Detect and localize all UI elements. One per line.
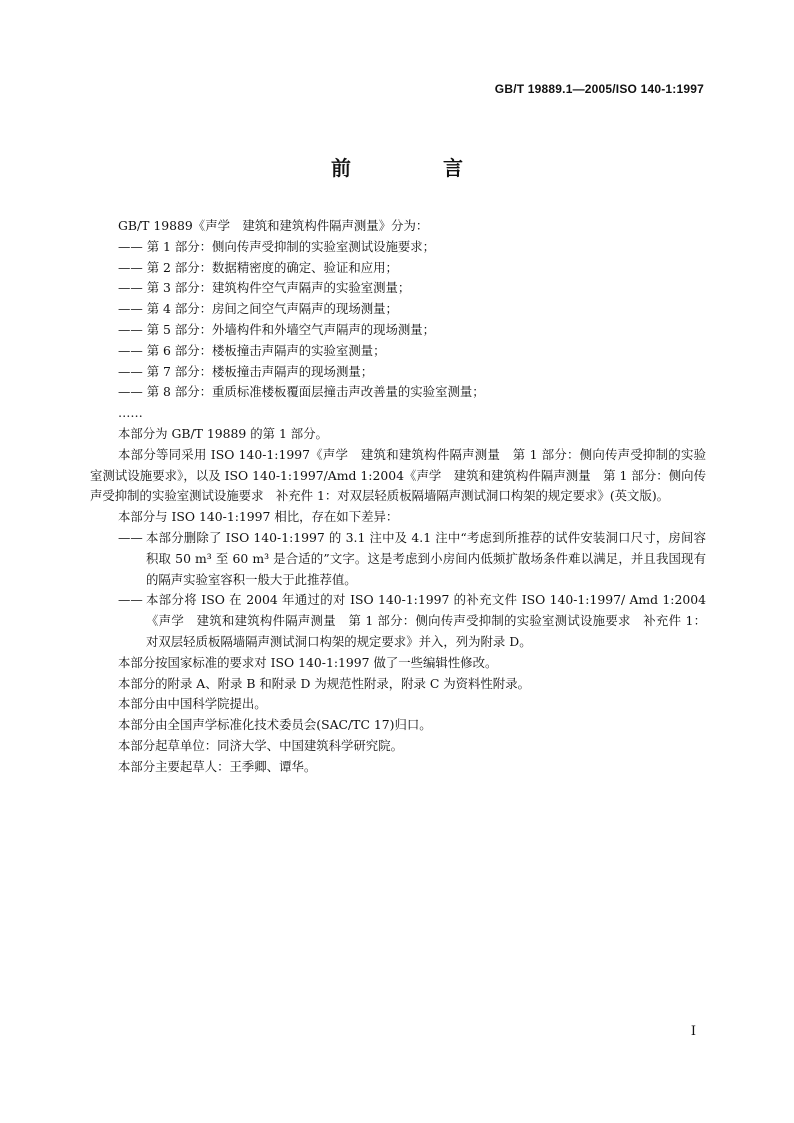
part-list-item: —— 第 2 部分：数据精密度的确定、验证和应用； [118, 259, 398, 275]
dash-marker: —— [118, 592, 143, 608]
part-list-item: —— 第 3 部分：建筑构件空气声隔声的实验室测量； [118, 280, 411, 296]
paragraph-committee: 本部分由全国声学标准化技术委员会(SAC/TC 17)归口。 [118, 717, 432, 733]
part-list-item: —— 第 7 部分：楼板撞击声隔声的现场测量； [118, 363, 374, 379]
document-body [90, 216, 706, 778]
part-list-item: —— 第 1 部分：侧向传声受抑制的实验室测试设施要求； [118, 238, 436, 254]
page-number: I [690, 1024, 696, 1039]
paragraph-drafting-units: 本部分起草单位：同济大学、中国建筑科学研究院。 [118, 737, 403, 753]
paragraph-annexes: 本部分的附录 A、附录 B 和附录 D 为规范性附录，附录 C 为资料性附录。 [118, 675, 530, 691]
part-list-item: —— 第 6 部分：楼板撞击声隔声的实验室测量； [118, 342, 386, 358]
page-title: 前 言 [331, 156, 499, 180]
paragraph-editorial: 本部分按国家标准的要求对 ISO 140-1:1997 做了一些编辑性修改。 [118, 654, 498, 670]
ellipsis: …… [118, 405, 143, 421]
paragraph-proposer: 本部分由中国科学院提出。 [118, 696, 267, 712]
part-list-item: —— 第 8 部分：重质标准楼板覆面层撞击声改善量的实验室测量； [118, 384, 485, 400]
difference-item [90, 590, 706, 652]
paragraph-differences-intro: 本部分与 ISO 140-1:1997 相比，存在如下差异： [118, 509, 399, 525]
difference-text: 本部分将 ISO 在 2004 年通过的对 ISO 140-1:1997 的补充文件 ISO 140-1:1997/ Amd 1:2004《声学 建筑和建筑构件隔声测量 第 1 部分：侧向传声受抑制的实验室测试设施要求 补充件 1：对双层轻质板隔墙隔声测试洞口构架的规定要求》并入，列为附录 D。 [146, 592, 706, 649]
intro-line: GB/T 19889《声学 建筑和建筑构件隔声测量》分为： [118, 218, 429, 233]
standard-code: GB/T 19889.1—2005/ISO 140-1:1997 [494, 82, 704, 96]
part-list-item: —— 第 4 部分：房间之间空气声隔声的现场测量； [118, 301, 398, 317]
paragraph-drafters: 本部分主要起草人：王季卿、谭华。 [118, 758, 317, 774]
paragraph-part-number: 本部分为 GB/T 19889 的第 1 部分。 [118, 425, 328, 441]
part-list-item: —— 第 5 部分：外墙构件和外墙空气声隔声的现场测量； [118, 321, 436, 337]
paragraph-adoption: 本部分等同采用 ISO 140-1:1997《声学 建筑和建筑构件隔声测量 第 1 部分：侧向传声受抑制的实验室测试设施要求》，以及 ISO 140-1:1997/Amd 1:2004《声学 建筑和建筑构件隔声测量 第 1 部分：侧向传声受抑制的实验室测试设施要求 补充件 1：对双层轻质板隔墙隔声测试洞口构架的规定要求》(英文版)。 [90, 446, 706, 504]
difference-item [90, 528, 706, 590]
dash-marker: —— [118, 529, 143, 545]
difference-text: 本部分删除了 ISO 140-1:1997 的 3.1 注中及 4.1 注中“考虑到所推荐的试件安装洞口尺寸，房间容积取 50 m³ 至 60 m³ 是合适的”文字。这是考虑到小房间内低频扩散场条件难以满足，并且我国现有的隔声实验室容积一般大于此推荐值。 [146, 529, 706, 587]
